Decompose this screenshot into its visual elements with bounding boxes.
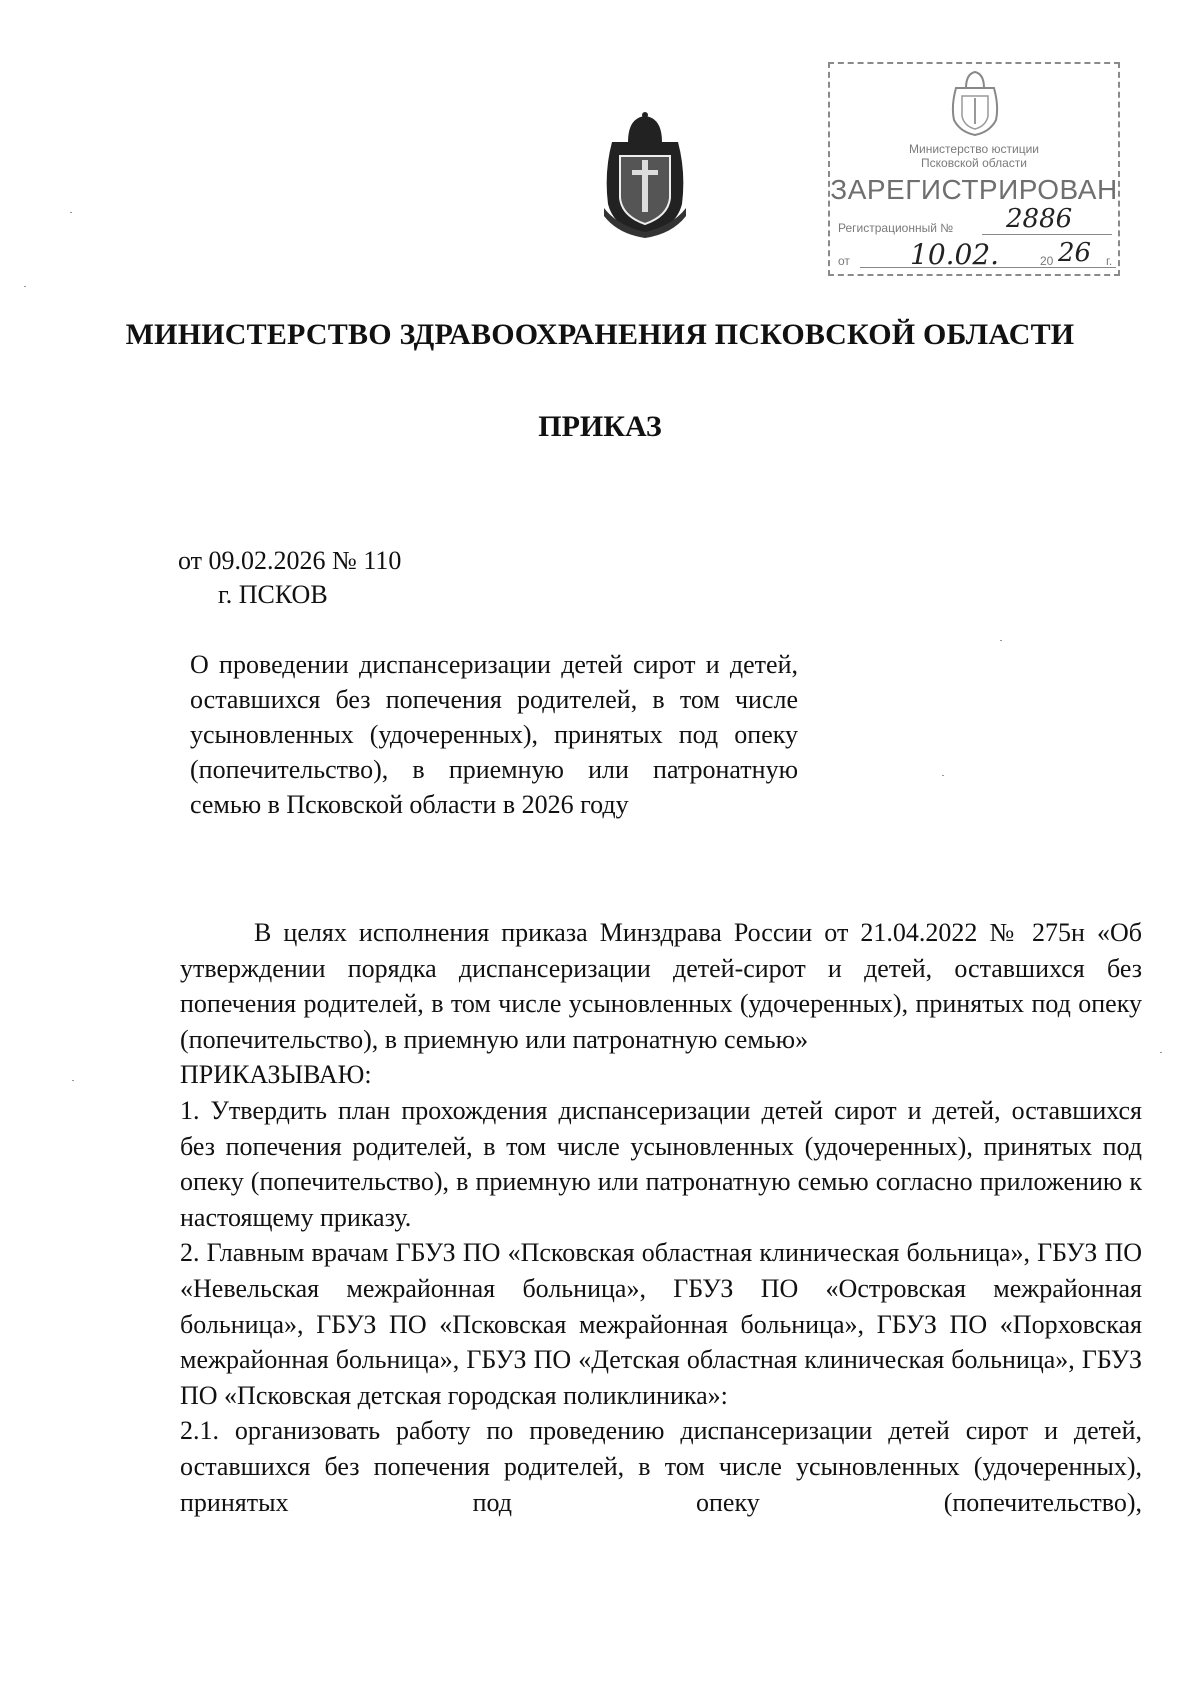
order-item-1: 1. Утвердить план прохождения диспансеризации детей сирот и детей, оставшихся без попечения родителей, в том числе усыновленных (удочеренных), принятых под опеку (попечительство), в приемную или патронатную семью согласно приложению к настоящему приказу. bbox=[180, 1095, 1142, 1232]
preamble-paragraph: В целях исполнения приказа Минздрава России от 21.04.2022 № 275н «Об утверждении порядка диспансеризации детей-сирот и детей, оставшихся без попечения родителей, в том числе усыновленных (удочеренных), принятых под опеку (попечительство), в приемную или патронатную семью» bbox=[180, 918, 1142, 1054]
stamp-date: 10.02. bbox=[910, 238, 1000, 271]
stamp-reg-line bbox=[982, 234, 1112, 235]
stamp-reg-number: 2886 bbox=[1006, 204, 1073, 234]
stamp-year: 26 bbox=[1058, 238, 1092, 268]
stamp-emblem-icon bbox=[948, 70, 1002, 136]
stamp-status: ЗАРЕГИСТРИРОВАН bbox=[830, 174, 1118, 205]
stamp-reg-label: Регистрационный № bbox=[838, 221, 954, 235]
scan-speck bbox=[70, 212, 72, 213]
stamp-year-prefix: 20 bbox=[1040, 254, 1054, 268]
order-city: г. ПСКОВ bbox=[218, 580, 328, 609]
scan-speck bbox=[1160, 1052, 1162, 1053]
order-body bbox=[180, 915, 1142, 1520]
order-item-2-1: 2.1. организовать работу по проведению диспансеризации детей сирот и детей, оставшихся без попечения родителей, в том числе усыновленных (удочеренных), принятых под опеку (попечительство), bbox=[180, 1416, 1142, 1517]
stamp-org-line1: Министерство юстиции bbox=[909, 142, 1039, 156]
scan-speck bbox=[24, 286, 26, 287]
stamp-from-label: от bbox=[838, 254, 850, 268]
order-item-2: 2. Главным врачам ГБУЗ ПО «Псковская областная клиническая больница», ГБУЗ ПО «Невельская межрайонная больница», ГБУЗ ПО «Островская межрайонная больница», ГБУЗ ПО «Псковская межрайонная больница», ГБУЗ ПО «Порховская межрайонная больница», ГБУЗ ПО «Детская областная клиническая больница», ГБУЗ ПО «Псковская детская городская поликлиника»: bbox=[180, 1238, 1142, 1410]
scan-speck bbox=[942, 775, 944, 776]
order-date-number: от 09.02.2026 № 110 bbox=[178, 546, 402, 575]
scan-speck bbox=[1000, 640, 1002, 641]
scan-speck bbox=[72, 1080, 74, 1081]
ministry-heading: МИНИСТЕРСТВО ЗДРАВООХРАНЕНИЯ ПСКОВСКОЙ ОБЛАСТИ bbox=[125, 318, 1075, 351]
stamp-year-g: г. bbox=[1106, 254, 1113, 268]
coat-of-arms-emblem bbox=[598, 112, 692, 238]
order-word: ПРИКАЗЫВАЮ: bbox=[180, 1060, 372, 1090]
registration-stamp bbox=[828, 62, 1120, 276]
order-subject: О проведении диспансеризации детей сирот и детей, оставшихся без попечения родителей, в том числе усыновленных (удочеренных), принятых под опеку (попечительство), в приемную или патронатную семью в Псковской области в 2026 году bbox=[190, 650, 798, 819]
document-type: ПРИКАЗ bbox=[538, 410, 662, 443]
stamp-org-line2: Псковской области bbox=[921, 156, 1027, 170]
